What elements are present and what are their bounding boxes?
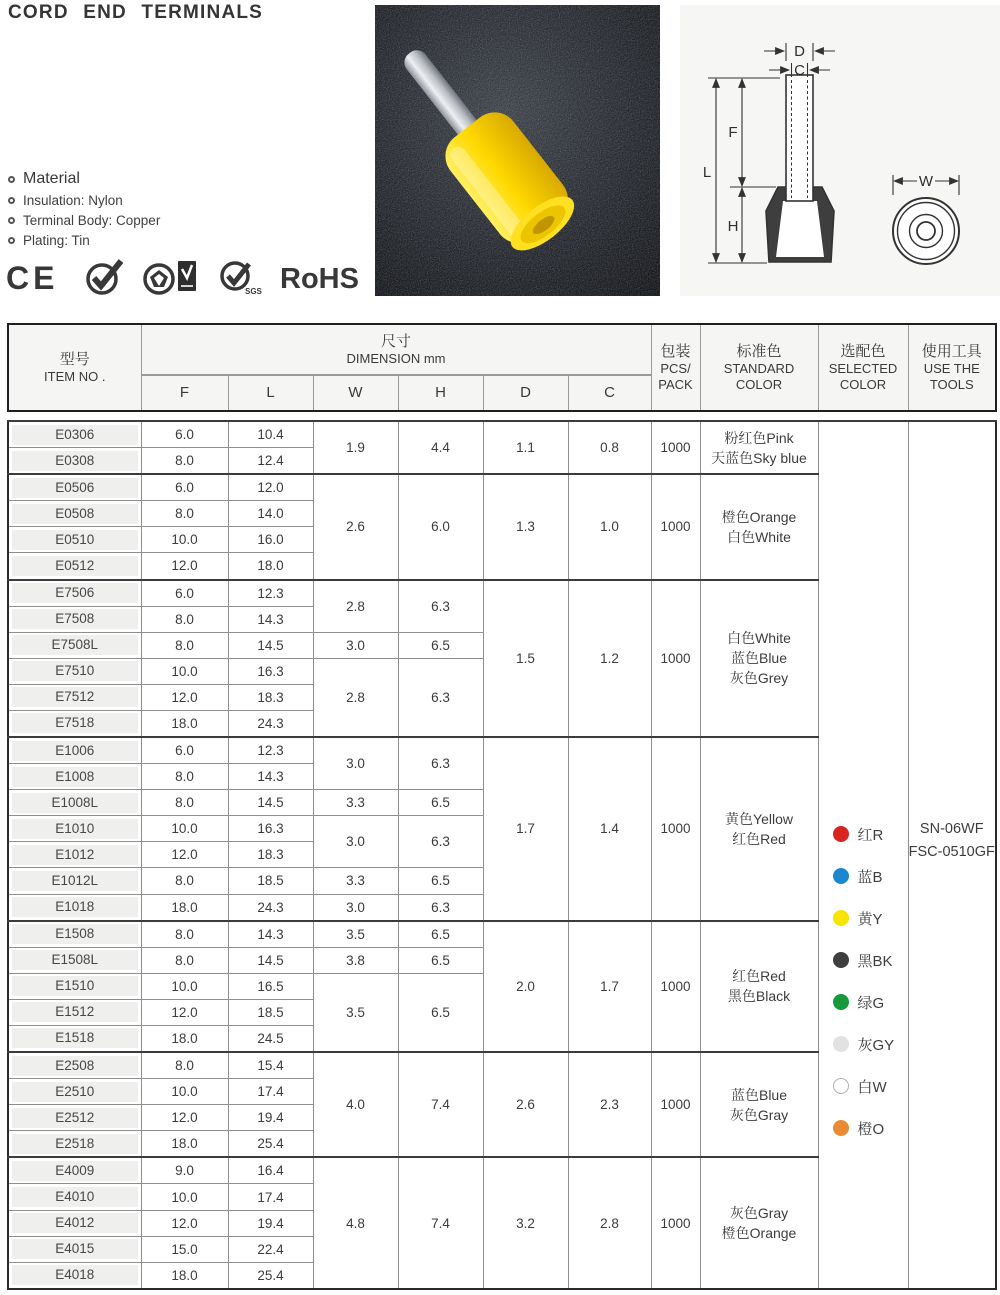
f-cell: 6.0: [141, 474, 228, 501]
color-legend-item: [833, 950, 893, 971]
item-no: E7508: [12, 609, 138, 629]
item-no: E1010: [12, 819, 138, 839]
item-cell: [8, 527, 141, 553]
rohs-mark-icon: [278, 259, 388, 295]
f-cell: 15.0: [141, 1236, 228, 1262]
l-cell: 14.5: [228, 790, 313, 816]
w-cell: 4.0: [313, 1052, 398, 1157]
f-cell: 6.0: [141, 421, 228, 448]
material-item: Plating: Tin: [23, 233, 90, 248]
item-no: E2510: [12, 1082, 138, 1102]
item-no: E7512: [12, 687, 138, 707]
l-cell: 14.0: [228, 501, 313, 527]
l-cell: 18.3: [228, 684, 313, 710]
item-cell: [8, 842, 141, 868]
iso-ukas-badge-icon: [142, 257, 200, 297]
h-cell: 6.5: [398, 868, 483, 894]
dim-label-d: D: [794, 43, 805, 60]
item-no: E7506: [12, 583, 138, 603]
item-no: E1006: [12, 741, 138, 761]
item-cell: [8, 921, 141, 948]
material-heading-row: [8, 170, 160, 188]
f-cell: 18.0: [141, 1025, 228, 1052]
item-cell: [8, 737, 141, 764]
l-cell: 12.4: [228, 448, 313, 475]
item-no: E0308: [12, 451, 138, 471]
ce-mark-icon: [6, 260, 68, 294]
l-cell: 18.0: [228, 553, 313, 580]
standard-color-line: 粉红色Pink: [724, 429, 794, 446]
item-cell: [8, 632, 141, 658]
item-cell: [8, 764, 141, 790]
item-no: E0508: [12, 504, 138, 524]
item-cell: [8, 1105, 141, 1131]
standard-color-line: 灰色Grey: [729, 670, 789, 687]
pack-cell: 1000: [651, 1157, 700, 1289]
w-cell: 1.9: [313, 421, 398, 474]
tools-cell: [908, 421, 996, 1289]
f-cell: 10.0: [141, 527, 228, 553]
header-col-d: D: [483, 375, 568, 411]
item-no: E2512: [12, 1108, 138, 1128]
l-cell: 16.3: [228, 658, 313, 684]
bullet-icon: [8, 176, 15, 183]
certification-row: [6, 256, 388, 298]
h-cell: 6.3: [398, 580, 483, 633]
standard-color-cell: [700, 580, 818, 738]
bullet-icon: [8, 237, 15, 244]
standard-color-line: 橙色Orange: [721, 508, 797, 525]
color-dot-icon: [833, 1036, 849, 1052]
standard-color-line: 白色White: [727, 528, 791, 545]
item-no: E0306: [12, 425, 138, 445]
c-cell: 1.0: [568, 474, 651, 579]
check-badge-icon: [83, 257, 127, 297]
l-cell: 19.4: [228, 1210, 313, 1236]
w-cell: 3.5: [313, 973, 398, 1052]
color-dot-icon: [833, 826, 849, 842]
l-cell: 18.3: [228, 842, 313, 868]
item-cell: [8, 1052, 141, 1079]
item-cell: [8, 710, 141, 737]
sgs-badge-icon: [215, 257, 263, 297]
item-no: E7508L: [12, 635, 138, 655]
header-dimension: 尺寸 DIMENSION mm: [141, 324, 651, 375]
c-cell: 1.4: [568, 737, 651, 921]
material-item: Insulation: Nylon: [23, 193, 123, 208]
l-cell: 24.3: [228, 710, 313, 737]
h-cell: 6.3: [398, 894, 483, 921]
w-cell: 3.0: [313, 737, 398, 790]
dimension-diagram: [680, 5, 1000, 296]
item-no: E4010: [12, 1187, 138, 1207]
f-cell: 9.0: [141, 1157, 228, 1184]
f-cell: 18.0: [141, 710, 228, 737]
item-no: E1008L: [12, 793, 138, 813]
item-cell: [8, 816, 141, 842]
l-cell: 16.0: [228, 527, 313, 553]
h-cell: 6.3: [398, 816, 483, 868]
standard-color-cell: [700, 1052, 818, 1157]
item-no: E1512: [12, 1002, 138, 1022]
item-no: E0506: [12, 478, 138, 498]
h-cell: 7.4: [398, 1052, 483, 1157]
item-no: E1510: [12, 976, 138, 996]
h-cell: 6.0: [398, 474, 483, 579]
header-col-f: F: [141, 375, 228, 411]
standard-color-line: 红色Red: [732, 968, 786, 985]
d-cell: 2.0: [483, 921, 568, 1052]
standard-color-line: 黑色Black: [727, 988, 791, 1005]
item-cell: [8, 658, 141, 684]
item-cell: [8, 868, 141, 894]
f-cell: 10.0: [141, 658, 228, 684]
c-cell: 1.7: [568, 921, 651, 1052]
f-cell: 8.0: [141, 1052, 228, 1079]
h-cell: 4.4: [398, 421, 483, 474]
header-item-no: 型号 ITEM NO .: [8, 324, 141, 411]
color-label: 灰GY: [857, 1036, 895, 1054]
color-dot-icon: [833, 1078, 849, 1094]
tool-model: SN-06WF: [919, 821, 984, 837]
f-cell: 8.0: [141, 501, 228, 527]
l-cell: 14.3: [228, 606, 313, 632]
standard-color-line: 黄色Yellow: [725, 810, 793, 827]
item-cell: [8, 553, 141, 580]
f-cell: 8.0: [141, 606, 228, 632]
color-legend-item: [833, 1118, 885, 1139]
color-label: 橙O: [857, 1120, 885, 1138]
h-cell: 7.4: [398, 1157, 483, 1289]
selected-color-legend: [819, 572, 908, 1139]
item-cell: [8, 1157, 141, 1184]
d-cell: 1.1: [483, 421, 568, 474]
item-cell: [8, 894, 141, 921]
h-cell: 6.5: [398, 921, 483, 948]
item-no: E1508L: [12, 950, 138, 970]
h-cell: 6.3: [398, 737, 483, 790]
l-cell: 14.5: [228, 632, 313, 658]
item-cell: [8, 501, 141, 527]
color-legend-item: [833, 908, 883, 929]
item-cell: [8, 790, 141, 816]
header-tools: 使用工具 USE THE TOOLS: [908, 324, 996, 411]
l-cell: 15.4: [228, 1052, 313, 1079]
item-cell: [8, 421, 141, 448]
c-cell: 1.2: [568, 580, 651, 738]
l-cell: 12.0: [228, 474, 313, 501]
f-cell: 10.0: [141, 1184, 228, 1210]
l-cell: 22.4: [228, 1236, 313, 1262]
standard-color-cell: [700, 421, 818, 474]
page-title: CORD END TERMINALS: [8, 2, 264, 23]
w-cell: 3.3: [313, 868, 398, 894]
h-cell: 6.5: [398, 973, 483, 1052]
l-cell: 18.5: [228, 999, 313, 1025]
l-cell: 12.3: [228, 737, 313, 764]
f-cell: 6.0: [141, 580, 228, 607]
l-cell: 16.3: [228, 816, 313, 842]
standard-color-line: 蓝色Blue: [730, 1086, 788, 1103]
l-cell: 18.5: [228, 868, 313, 894]
item-no: E0510: [12, 530, 138, 550]
bullet-icon: [8, 197, 15, 204]
w-cell: 3.0: [313, 816, 398, 868]
tools-list: [909, 818, 996, 864]
header-standard-color: 标准色 STANDARD COLOR: [700, 324, 818, 411]
standard-color-line: 白色White: [727, 630, 791, 647]
pack-cell: 1000: [651, 1052, 700, 1157]
w-cell: 2.6: [313, 474, 398, 579]
color-dot-icon: [833, 952, 849, 968]
item-cell: [8, 606, 141, 632]
dim-label-h: H: [727, 218, 739, 235]
color-label: 红R: [857, 826, 884, 844]
w-cell: 3.0: [313, 894, 398, 921]
item-no: E7510: [12, 661, 138, 681]
h-cell: 6.5: [398, 632, 483, 658]
l-cell: 14.3: [228, 764, 313, 790]
header-col-h: H: [398, 375, 483, 411]
item-no: E2508: [12, 1056, 138, 1076]
item-cell: [8, 999, 141, 1025]
color-dot-icon: [833, 1120, 849, 1136]
standard-color-cell: [700, 1157, 818, 1289]
standard-color-line: 灰色Gray: [729, 1205, 789, 1222]
w-cell: 3.8: [313, 947, 398, 973]
item-no: E4012: [12, 1213, 138, 1233]
d-cell: 2.6: [483, 1052, 568, 1157]
f-cell: 8.0: [141, 947, 228, 973]
d-cell: 3.2: [483, 1157, 568, 1289]
standard-color-line: 天蓝色Sky blue: [711, 449, 807, 466]
header-col-c: C: [568, 375, 651, 411]
f-cell: 12.0: [141, 1105, 228, 1131]
w-cell: 3.0: [313, 632, 398, 658]
item-cell: [8, 1210, 141, 1236]
f-cell: 12.0: [141, 553, 228, 580]
item-no: E4009: [12, 1161, 138, 1181]
f-cell: 8.0: [141, 790, 228, 816]
header-pack: 包装 PCS/ PACK: [651, 324, 700, 411]
l-cell: 25.4: [228, 1262, 313, 1289]
l-cell: 24.5: [228, 1025, 313, 1052]
f-cell: 12.0: [141, 684, 228, 710]
standard-color-line: 蓝色Blue: [730, 650, 788, 667]
w-cell: 2.8: [313, 580, 398, 633]
f-cell: 12.0: [141, 1210, 228, 1236]
l-cell: 17.4: [228, 1079, 313, 1105]
item-no: E1508: [12, 924, 138, 944]
item-cell: [8, 474, 141, 501]
selected-color-cell: [818, 421, 908, 1289]
item-no: E1518: [12, 1028, 138, 1048]
pack-cell: 1000: [651, 421, 700, 474]
w-cell: 2.8: [313, 658, 398, 737]
f-cell: 10.0: [141, 973, 228, 999]
l-cell: 25.4: [228, 1131, 313, 1158]
item-no: E2518: [12, 1134, 138, 1154]
item-cell: [8, 448, 141, 475]
dim-label-c: C: [794, 62, 805, 79]
color-label: 白W: [857, 1078, 887, 1096]
standard-color-line: 红色Red: [732, 830, 786, 847]
f-cell: 8.0: [141, 921, 228, 948]
h-cell: 6.3: [398, 658, 483, 737]
color-dot-icon: [833, 994, 849, 1010]
item-cell: [8, 973, 141, 999]
f-cell: 10.0: [141, 1079, 228, 1105]
svg-text:CE: CE: [6, 260, 59, 294]
l-cell: 24.3: [228, 894, 313, 921]
pack-cell: 1000: [651, 580, 700, 738]
c-cell: 2.3: [568, 1052, 651, 1157]
l-cell: 19.4: [228, 1105, 313, 1131]
l-cell: 17.4: [228, 1184, 313, 1210]
f-cell: 10.0: [141, 816, 228, 842]
f-cell: 8.0: [141, 868, 228, 894]
item-no: E4018: [12, 1265, 138, 1285]
item-no: E1018: [12, 897, 138, 917]
l-cell: 14.3: [228, 921, 313, 948]
h-cell: 6.5: [398, 790, 483, 816]
item-no: E0512: [12, 556, 138, 576]
color-legend-item: [833, 992, 885, 1013]
tool-model: FSC-0510GF: [908, 844, 995, 860]
header-col-w: W: [313, 375, 398, 411]
spec-table-header: [7, 323, 997, 412]
h-cell: 6.5: [398, 947, 483, 973]
header-selected-color: 选配色 SELECTED COLOR: [818, 324, 908, 411]
color-legend-item: [833, 1034, 895, 1055]
item-no: E4015: [12, 1239, 138, 1259]
color-label: 蓝B: [857, 868, 883, 886]
f-cell: 18.0: [141, 894, 228, 921]
dim-label-f: F: [728, 124, 738, 141]
item-no: E7518: [12, 713, 138, 733]
svg-text:RoHS: RoHS: [280, 263, 359, 295]
color-label: 绿G: [857, 994, 885, 1012]
standard-color-cell: [700, 474, 818, 579]
f-cell: 8.0: [141, 448, 228, 475]
material-heading: Material: [23, 170, 80, 187]
material-item-row: [8, 233, 160, 248]
standard-color-line: 橙色Orange: [721, 1225, 797, 1242]
material-item-row: [8, 193, 160, 208]
f-cell: 8.0: [141, 764, 228, 790]
w-cell: 4.8: [313, 1157, 398, 1289]
item-cell: [8, 947, 141, 973]
item-no: E1012L: [12, 871, 138, 891]
c-cell: 2.8: [568, 1157, 651, 1289]
svg-text:SGS: SGS: [245, 287, 262, 296]
color-dot-icon: [833, 910, 849, 926]
dim-label-w: W: [918, 173, 934, 190]
color-label: 黑BK: [857, 952, 893, 970]
pack-cell: 1000: [651, 474, 700, 579]
w-cell: 3.3: [313, 790, 398, 816]
l-cell: 12.3: [228, 580, 313, 607]
f-cell: 12.0: [141, 842, 228, 868]
d-cell: 1.5: [483, 580, 568, 738]
pack-cell: 1000: [651, 921, 700, 1052]
f-cell: 18.0: [141, 1262, 228, 1289]
l-cell: 16.4: [228, 1157, 313, 1184]
pack-cell: 1000: [651, 737, 700, 921]
spec-table-body: [7, 420, 997, 1290]
table-row: [8, 421, 996, 448]
f-cell: 6.0: [141, 737, 228, 764]
item-cell: [8, 684, 141, 710]
header-col-l: L: [228, 375, 313, 411]
bullet-icon: [8, 217, 15, 224]
l-cell: 14.5: [228, 947, 313, 973]
c-cell: 0.8: [568, 421, 651, 474]
color-legend-item: [833, 1076, 887, 1097]
standard-color-line: 灰色Gray: [729, 1106, 789, 1123]
standard-color-cell: [700, 921, 818, 1052]
item-cell: [8, 1236, 141, 1262]
w-cell: 3.5: [313, 921, 398, 948]
item-cell: [8, 580, 141, 607]
color-legend-item: [833, 824, 884, 845]
item-cell: [8, 1079, 141, 1105]
material-section: [8, 170, 160, 253]
item-cell: [8, 1184, 141, 1210]
item-no: E1008: [12, 767, 138, 787]
d-cell: 1.3: [483, 474, 568, 579]
dim-label-l: L: [702, 164, 712, 181]
item-no: E1012: [12, 845, 138, 865]
l-cell: 10.4: [228, 421, 313, 448]
d-cell: 1.7: [483, 737, 568, 921]
item-cell: [8, 1025, 141, 1052]
f-cell: 8.0: [141, 632, 228, 658]
material-item: Terminal Body: Copper: [23, 213, 161, 228]
item-cell: [8, 1262, 141, 1289]
l-cell: 16.5: [228, 973, 313, 999]
material-item-row: [8, 213, 160, 228]
product-photo: [375, 5, 660, 296]
color-dot-icon: [833, 868, 849, 884]
f-cell: 12.0: [141, 999, 228, 1025]
standard-color-cell: [700, 737, 818, 921]
f-cell: 18.0: [141, 1131, 228, 1158]
item-cell: [8, 1131, 141, 1158]
color-label: 黄Y: [857, 910, 883, 928]
color-legend-item: [833, 866, 883, 887]
